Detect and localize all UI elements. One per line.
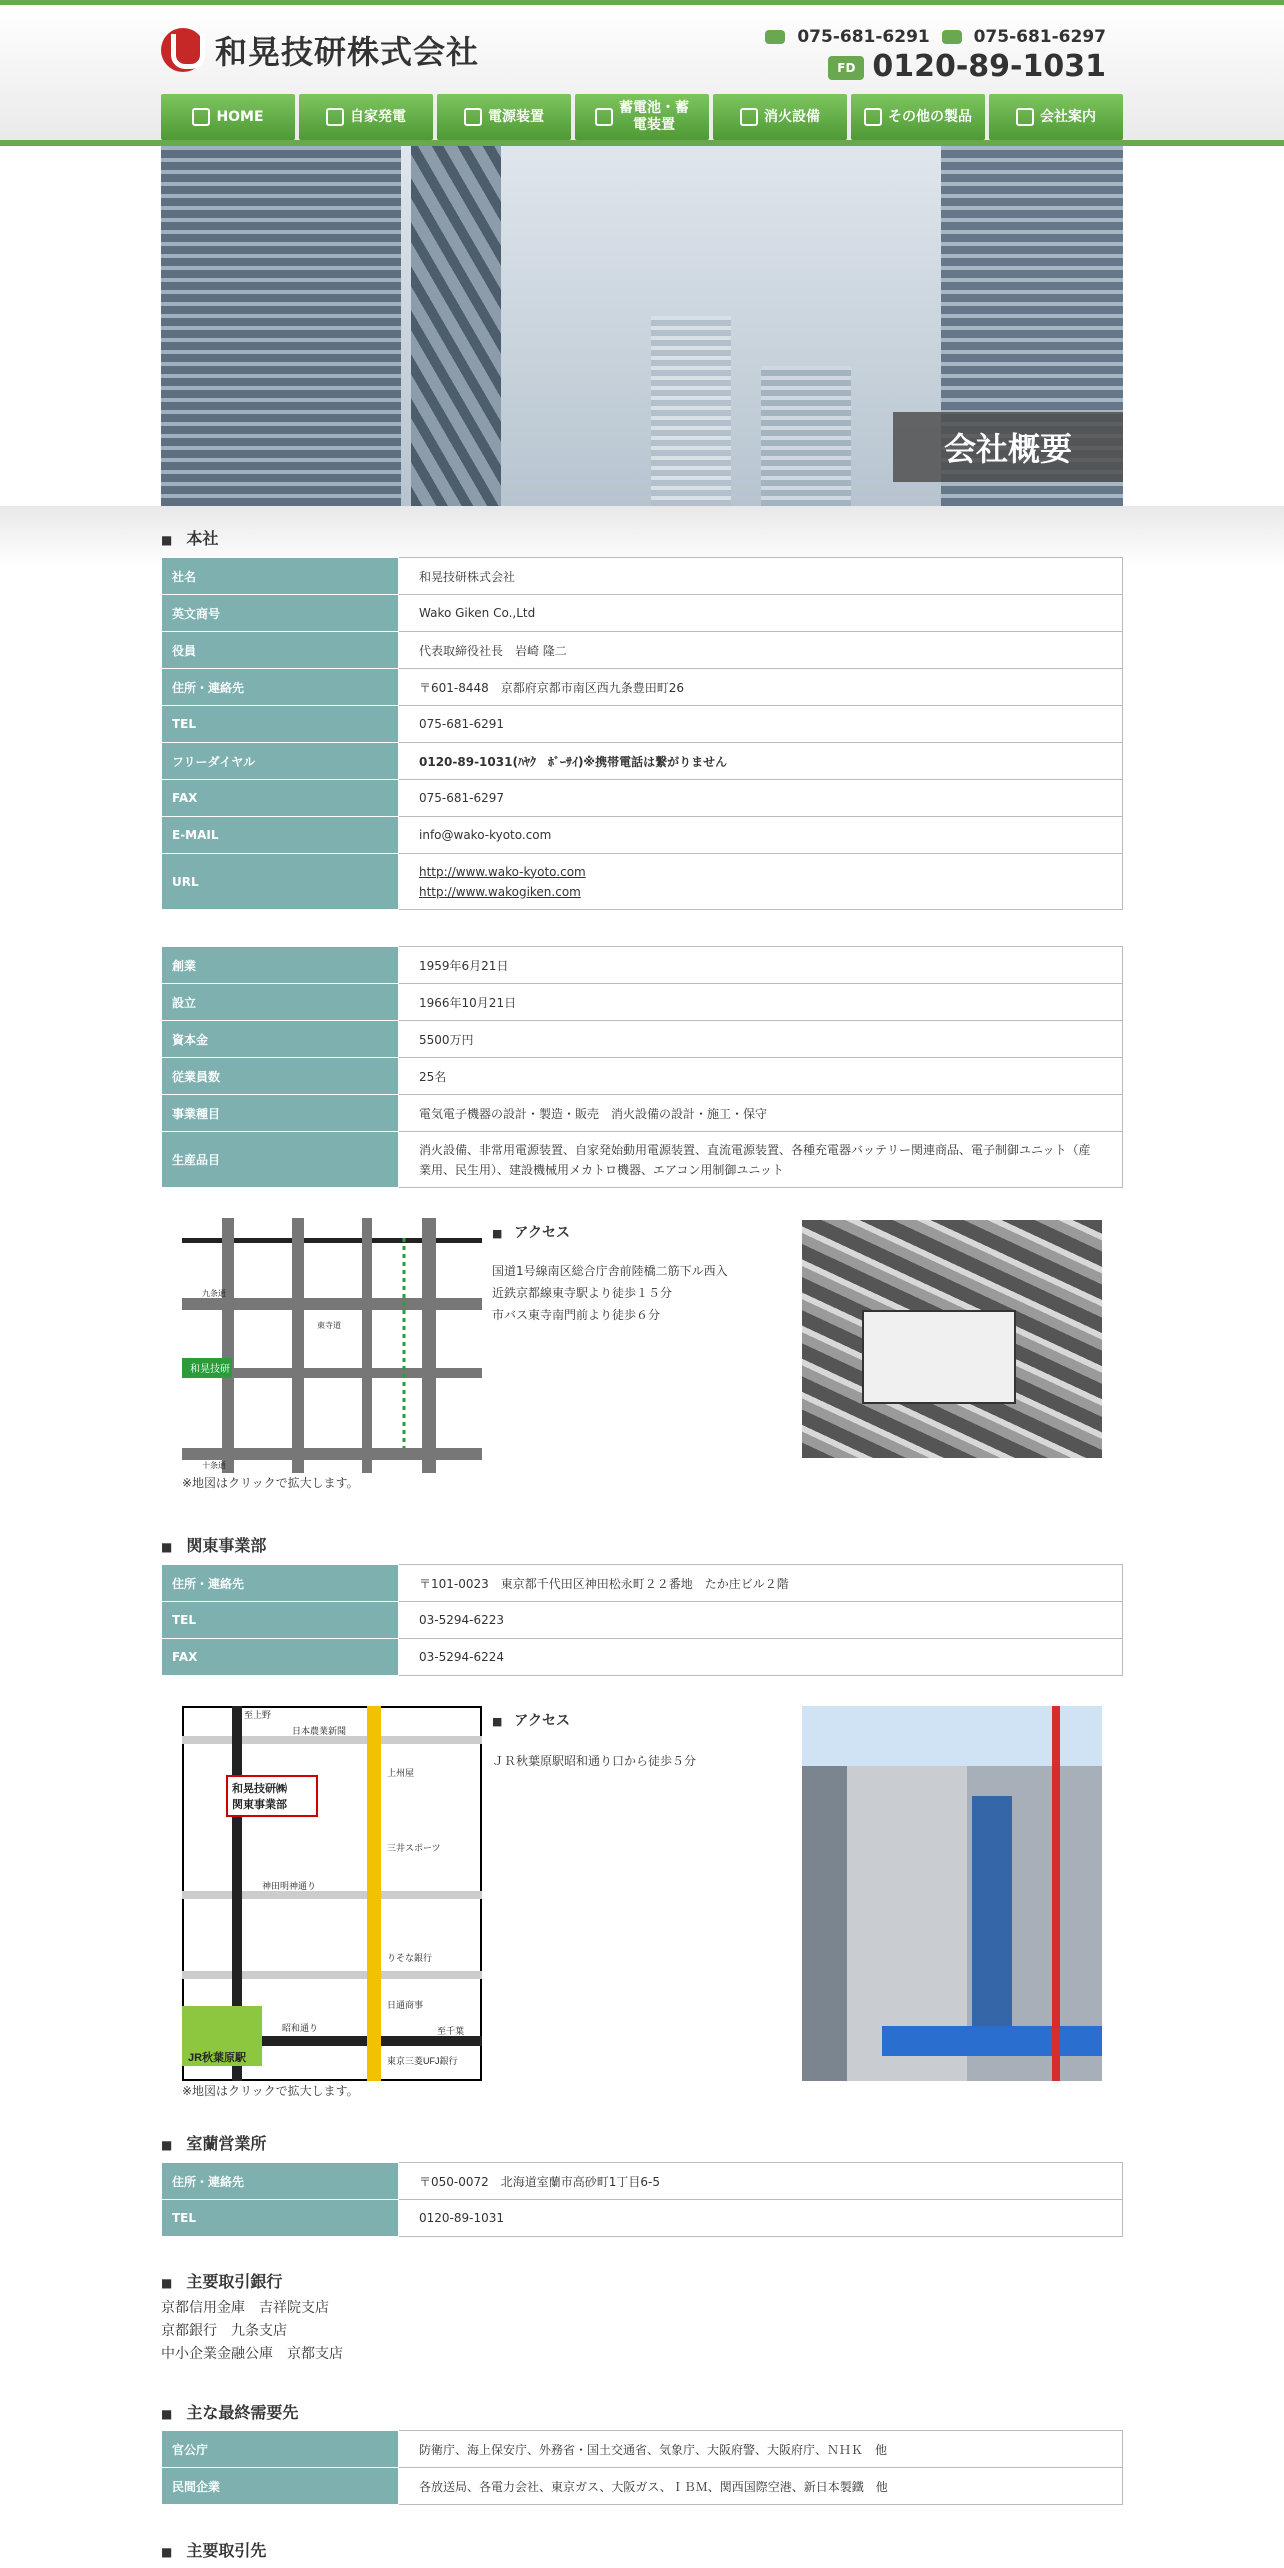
contact-phones: [759, 27, 1106, 84]
row-value: 0120-89-1031(ﾊﾔｸ ﾎﾞｰｻｲ)※携帯電話は繋がりません: [399, 743, 1123, 780]
row-label: URL: [162, 854, 399, 910]
map-label: 東寺道: [317, 1321, 341, 1330]
row-label: FAX: [162, 780, 399, 817]
freedial-number: 0120-89-1031: [872, 49, 1106, 84]
row-value: 〒050-0072 北海道室蘭市高砂町1丁目6-5: [399, 2163, 1123, 2200]
honsha-table: [161, 557, 1123, 910]
row-label: TEL: [162, 706, 399, 743]
row-label: 事業種目: [162, 1095, 399, 1132]
map-road: [292, 1218, 304, 1473]
row-value: 0120-89-1031: [399, 2200, 1123, 2237]
extinguisher-icon: [740, 108, 758, 126]
section-title-banks: ■ 主要取引銀行: [161, 2269, 282, 2292]
phone-icon: [765, 30, 785, 44]
tel-number: 075-681-6291: [797, 27, 930, 47]
row-value: 防衛庁、海上保安庁、外務省・国土交通省、気象庁、大阪府警、大阪府庁、ＮＨＫ 他: [399, 2431, 1123, 2468]
building-image: [651, 316, 731, 506]
map-label-company: 関東事業部: [232, 1799, 287, 1811]
table-row: [162, 558, 1123, 595]
map-road: [182, 1736, 482, 1744]
map-label: 上州屋: [387, 1768, 415, 1778]
bank-list: [161, 2297, 343, 2366]
map-label: JR秋葉原駅: [188, 2052, 247, 2064]
freedial-icon: FD: [828, 56, 864, 80]
map-expressway: [367, 1706, 381, 2081]
table-row: [162, 1132, 1123, 1188]
map-label: 九条通: [202, 1289, 226, 1298]
muroran-table: [161, 2162, 1123, 2237]
map-road: [362, 1218, 372, 1473]
freedial-row: [759, 49, 1106, 84]
row-label: FAX: [162, 1639, 399, 1676]
building-photo-image: [802, 1706, 1102, 2081]
fax-icon: [942, 30, 962, 44]
list-item: 京都信用金庫 吉祥院支店: [161, 2300, 329, 2316]
row-label: 資本金: [162, 1021, 399, 1058]
customers-table: [161, 2430, 1123, 2505]
row-label: 官公庁: [162, 2431, 399, 2468]
table-row: [162, 780, 1123, 817]
row-value: 電気電子機器の設計・製造・販売 消火設備の設計・施工・保守: [399, 1095, 1123, 1132]
nav-company[interactable]: 会社案内: [989, 94, 1123, 140]
row-value: 1966年10月21日: [399, 984, 1123, 1021]
table-row: [162, 854, 1123, 910]
row-label: 生産品目: [162, 1132, 399, 1188]
row-label: フリーダイヤル: [162, 743, 399, 780]
row-value: 075-681-6297: [399, 780, 1123, 817]
row-label: 役員: [162, 632, 399, 669]
table-row: [162, 669, 1123, 706]
map-label: 東京三菱UFJ銀行: [387, 2056, 458, 2066]
access-title: ■ アクセス: [492, 1222, 570, 1242]
table-row: [162, 2468, 1123, 2505]
map-label: 日本農業新聞: [292, 1726, 347, 1736]
map-label-company: 和晃技研: [190, 1364, 230, 1375]
row-label: 社名: [162, 558, 399, 595]
hero-banner: [161, 146, 1123, 506]
list-item: 中小企業金融公庫 京都支店: [161, 2346, 343, 2362]
row-value: 03-5294-6224: [399, 1639, 1123, 1676]
url-link[interactable]: http://www.wakogiken.com: [419, 884, 581, 899]
row-value: info@wako-kyoto.com: [399, 817, 1123, 854]
map-label: 至上野: [244, 1710, 272, 1720]
row-value: 075-681-6291: [399, 706, 1123, 743]
table-row: [162, 1021, 1123, 1058]
row-value: 〒101-0023 東京都千代田区神田松永町２２番地 たか庄ビル２階: [399, 1565, 1123, 1602]
row-value: Wako Giken Co.,Ltd: [399, 595, 1123, 632]
row-label: TEL: [162, 2200, 399, 2237]
map-label: 十条通: [202, 1461, 226, 1470]
table-row: [162, 2431, 1123, 2468]
table-row: [162, 2163, 1123, 2200]
row-label: 民間企業: [162, 2468, 399, 2505]
map-akihabara[interactable]: [182, 1706, 482, 2081]
map-road: [182, 1891, 482, 1899]
row-label: 英文商号: [162, 595, 399, 632]
nav-fire-equipment[interactable]: 消火設備: [713, 94, 847, 140]
row-label: TEL: [162, 1602, 399, 1639]
access-text: ＪＲ秋葉原駅昭和通り口から徒歩５分: [492, 1754, 697, 1768]
main-nav: [161, 94, 1123, 140]
list-item: 京都銀行 九条支店: [161, 2323, 287, 2339]
building-image: [161, 146, 401, 506]
table-row: [162, 2200, 1123, 2237]
row-value: 5500万円: [399, 1021, 1123, 1058]
nav-generator[interactable]: 自家発電: [299, 94, 433, 140]
building-image: [411, 146, 501, 506]
nav-home[interactable]: HOME: [161, 94, 295, 140]
url-link[interactable]: http://www.wako-kyoto.com: [419, 864, 586, 879]
row-label: 住所・連絡先: [162, 1565, 399, 1602]
nav-power-supply[interactable]: 電源装置: [437, 94, 571, 140]
access-title: ■ アクセス: [492, 1710, 570, 1730]
aerial-photo-image: [802, 1220, 1102, 1458]
row-value: 1959年6月21日: [399, 947, 1123, 984]
access-text: 国道1号線南区総合庁舎前陸橋二筋下ル西入 近鉄京都線東寺駅より徒歩１５分 市バス東寺南門前より徒歩６分: [492, 1264, 728, 1322]
row-label: 住所・連絡先: [162, 669, 399, 706]
section-title-kanto: ■ 関東事業部: [161, 1533, 266, 1556]
section-title-honsha: ■ 本社: [161, 526, 218, 549]
nav-other-products[interactable]: その他の製品: [851, 94, 985, 140]
table-row: [162, 1095, 1123, 1132]
generator-icon: [326, 108, 344, 126]
map-road: [222, 1218, 234, 1473]
logo-mark-icon: [161, 28, 205, 72]
table-row: [162, 1602, 1123, 1639]
map-label: 昭和通り: [282, 2023, 319, 2033]
map-label: 日通商事: [387, 2000, 424, 2010]
row-value: 各放送局、各電力会社、東京ガス、大阪ガス、ＩＢＭ、関西国際空港、新日本製鐵 他: [399, 2468, 1123, 2505]
section-title-customers: ■ 主な最終需要先: [161, 2400, 298, 2423]
table-row: [162, 947, 1123, 984]
row-value: 25名: [399, 1058, 1123, 1095]
row-value: 消火設備、非常用電源装置、自家発始動用電源装置、直流電源装置、各種充電器バッテリー関連商品、電子制御ユニット（産業用、民生用）、建設機械用メカトロ機器、エアコン用制御ユニット: [399, 1132, 1123, 1188]
row-label: 住所・連絡先: [162, 2163, 399, 2200]
table-row: [162, 743, 1123, 780]
table-row: [162, 595, 1123, 632]
building-image: [761, 366, 851, 506]
phone-row: [759, 27, 1106, 47]
row-value: [399, 854, 1123, 910]
map-road: [422, 1218, 436, 1473]
map-note: ※地図はクリックで拡大します。: [182, 1476, 359, 1490]
row-value: 代表取締役社長 岩崎 隆二: [399, 632, 1123, 669]
section-title-suppliers: ■ 主要取引先: [161, 2538, 266, 2561]
table-row: [162, 1639, 1123, 1676]
map-kyoto[interactable]: [182, 1218, 482, 1473]
row-value: 〒601-8448 京都府京都市南区西九条豊田町26: [399, 669, 1123, 706]
table-row: [162, 984, 1123, 1021]
building-icon: [1016, 108, 1034, 126]
map-road: [182, 1971, 482, 1979]
kanto-table: [161, 1564, 1123, 1676]
power-icon: [464, 108, 482, 126]
table-row: [162, 1058, 1123, 1095]
profile-table: [161, 946, 1123, 1188]
map-label: 神田明神通り: [262, 1881, 317, 1891]
map-label: りそな銀行: [387, 1953, 433, 1963]
section-title-muroran: ■ 室蘭営業所: [161, 2131, 266, 2154]
row-label: 従業員数: [162, 1058, 399, 1095]
company-logo[interactable]: [161, 27, 479, 73]
map-label: 至千葉: [437, 2026, 465, 2036]
company-name: 和晃技研株式会社: [215, 33, 480, 71]
fax-number: 075-681-6297: [973, 27, 1106, 47]
map-label-company: 和晃技研㈱: [232, 1783, 287, 1795]
row-value: 和晃技研株式会社: [399, 558, 1123, 595]
nav-battery[interactable]: 蓄電池・蓄電装置: [575, 94, 709, 140]
map-note: ※地図はクリックで拡大します。: [182, 2084, 359, 2098]
row-label: 創業: [162, 947, 399, 984]
home-icon: [192, 108, 210, 126]
hammer-icon: [864, 108, 882, 126]
row-label: 設立: [162, 984, 399, 1021]
map-label: 三井スポーツ: [387, 1843, 441, 1853]
table-row: [162, 706, 1123, 743]
table-row: [162, 817, 1123, 854]
table-row: [162, 1565, 1123, 1602]
table-row: [162, 632, 1123, 669]
row-label: E-MAIL: [162, 817, 399, 854]
page-title: 会社概要: [893, 412, 1123, 482]
row-value: 03-5294-6223: [399, 1602, 1123, 1639]
battery-icon: [595, 108, 613, 126]
